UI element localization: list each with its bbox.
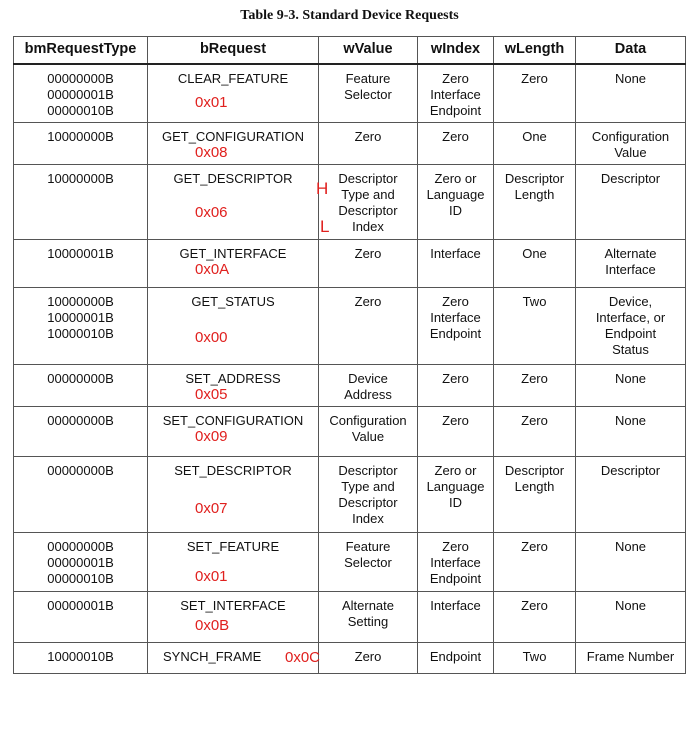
request-name: CLEAR_FEATURE: [177, 71, 289, 86]
cell-bmrequesttype: 10000000B: [14, 165, 148, 240]
table-row: [14, 365, 686, 407]
header-row: [14, 37, 686, 65]
standard-device-requests-table: [13, 36, 686, 674]
table-row: [14, 643, 686, 674]
table-row: [14, 407, 686, 457]
cell-brequest: [148, 533, 319, 592]
cell-bmrequesttype: 10000000B: [14, 123, 148, 165]
cell-windex: Zero or Language ID: [418, 457, 494, 533]
high-byte-mark: H: [316, 179, 329, 198]
cell-data: Descriptor: [576, 165, 686, 240]
cell-data: Frame Number: [576, 643, 686, 674]
cell-windex: Zero: [418, 123, 494, 165]
cell-data: Descriptor: [576, 457, 686, 533]
cell-brequest: [148, 240, 319, 288]
cell-windex: Interface: [418, 240, 494, 288]
cell-windex: Zero Interface Endpoint: [418, 288, 494, 365]
table-row: [14, 457, 686, 533]
cell-windex: Zero: [418, 407, 494, 457]
table-row: [14, 288, 686, 365]
request-code: 0x0B: [195, 617, 230, 634]
header-wlength: wLength: [494, 37, 576, 65]
table-row: [14, 592, 686, 643]
cell-brequest: [148, 643, 319, 674]
cell-wlength: Zero: [494, 407, 576, 457]
cell-brequest: [148, 365, 319, 407]
request-code: 0x08: [195, 144, 228, 161]
cell-brequest: [148, 64, 319, 123]
cell-wlength: Zero: [494, 533, 576, 592]
request-code: 0x0A: [195, 261, 230, 278]
header-windex: wIndex: [418, 37, 494, 65]
cell-wvalue: Zero: [319, 288, 418, 365]
request-name: SET_DESCRIPTOR: [174, 463, 292, 478]
cell-bmrequesttype: 00000000B: [14, 457, 148, 533]
cell-wvalue: Zero: [319, 240, 418, 288]
cell-windex: Zero: [418, 365, 494, 407]
cell-data: None: [576, 533, 686, 592]
low-byte-mark: L: [320, 217, 330, 236]
cell-wlength: Descriptor Length: [494, 165, 576, 240]
request-name: GET_INTERFACE: [179, 246, 287, 261]
table-row: [14, 123, 686, 165]
cell-wlength: Zero: [494, 365, 576, 407]
request-name: SYNCH_FRAME: [163, 649, 262, 664]
request-name: SET_INTERFACE: [180, 598, 286, 613]
table-row: [14, 240, 686, 288]
request-code: 0x05: [195, 386, 228, 403]
request-code: 0x06: [195, 204, 228, 221]
cell-wlength: Zero: [494, 592, 576, 643]
cell-windex: Zero or Language ID: [418, 165, 494, 240]
cell-bmrequesttype: 00000001B: [14, 592, 148, 643]
cell-bmrequesttype: 10000010B: [14, 643, 148, 674]
cell-brequest: [148, 407, 319, 457]
cell-bmrequesttype: 10000000B 10000001B 10000010B: [14, 288, 148, 365]
cell-wvalue: Descriptor Type and Descriptor Index: [319, 457, 418, 533]
cell-data: None: [576, 64, 686, 123]
cell-bmrequesttype: 00000000B 00000001B 00000010B: [14, 64, 148, 123]
cell-bmrequesttype: 00000000B: [14, 365, 148, 407]
request-name: GET_DESCRIPTOR: [173, 171, 293, 186]
cell-windex: Endpoint: [418, 643, 494, 674]
cell-windex: Zero Interface Endpoint: [418, 64, 494, 123]
request-code: 0x0C: [285, 649, 321, 666]
cell-wvalue: Zero: [319, 123, 418, 165]
cell-windex: Interface: [418, 592, 494, 643]
table-row: [14, 533, 686, 592]
cell-brequest: [148, 592, 319, 643]
cell-brequest: [148, 457, 319, 533]
cell-brequest: [148, 123, 319, 165]
cell-wvalue: Configuration Value: [319, 407, 418, 457]
cell-data: None: [576, 407, 686, 457]
request-code: 0x01: [195, 568, 228, 585]
cell-wvalue: Device Address: [319, 365, 418, 407]
header-brequest: bRequest: [148, 37, 319, 65]
request-code: 0x09: [195, 428, 228, 445]
cell-wvalue: Zero: [319, 643, 418, 674]
cell-data: None: [576, 365, 686, 407]
cell-text-wrap: Descriptor Type and Descriptor Index: [338, 171, 398, 234]
table-row: [14, 64, 686, 123]
request-name: SET_CONFIGURATION: [162, 413, 304, 428]
cell-data: Alternate Interface: [576, 240, 686, 288]
table-caption: Table 9-3. Standard Device Requests: [240, 8, 459, 23]
cell-wlength: One: [494, 240, 576, 288]
request-code: 0x01: [195, 94, 228, 111]
cell-wlength: Zero: [494, 64, 576, 123]
cell-wlength: Two: [494, 288, 576, 365]
cell-brequest: [148, 165, 319, 240]
cell-data: None: [576, 592, 686, 643]
request-name: GET_CONFIGURATION: [161, 129, 305, 144]
cell-wvalue: Feature Selector: [319, 64, 418, 123]
header-bmrequesttype: bmRequestType: [14, 37, 148, 65]
cell-wlength: Descriptor Length: [494, 457, 576, 533]
header-wvalue: wValue: [319, 37, 418, 65]
cell-wlength: Two: [494, 643, 576, 674]
cell-bmrequesttype: 00000000B 00000001B 00000010B: [14, 533, 148, 592]
cell-wlength: One: [494, 123, 576, 165]
cell-wvalue: Alternate Setting: [319, 592, 418, 643]
cell-wvalue: Feature Selector: [319, 533, 418, 592]
table-row: [14, 165, 686, 240]
request-code: 0x00: [195, 329, 228, 346]
request-name: SET_ADDRESS: [185, 371, 281, 386]
cell-windex: Zero Interface Endpoint: [418, 533, 494, 592]
cell-bmrequesttype: 00000000B: [14, 407, 148, 457]
cell-data: Device, Interface, or Endpoint Status: [576, 288, 686, 365]
cell-data: Configuration Value: [576, 123, 686, 165]
cell-brequest: [148, 288, 319, 365]
header-data: Data: [576, 37, 686, 65]
request-name: SET_FEATURE: [186, 539, 280, 554]
cell-wvalue: [316, 165, 418, 240]
request-name: GET_STATUS: [191, 294, 275, 309]
cell-bmrequesttype: 10000001B: [14, 240, 148, 288]
request-code: 0x07: [195, 500, 228, 517]
